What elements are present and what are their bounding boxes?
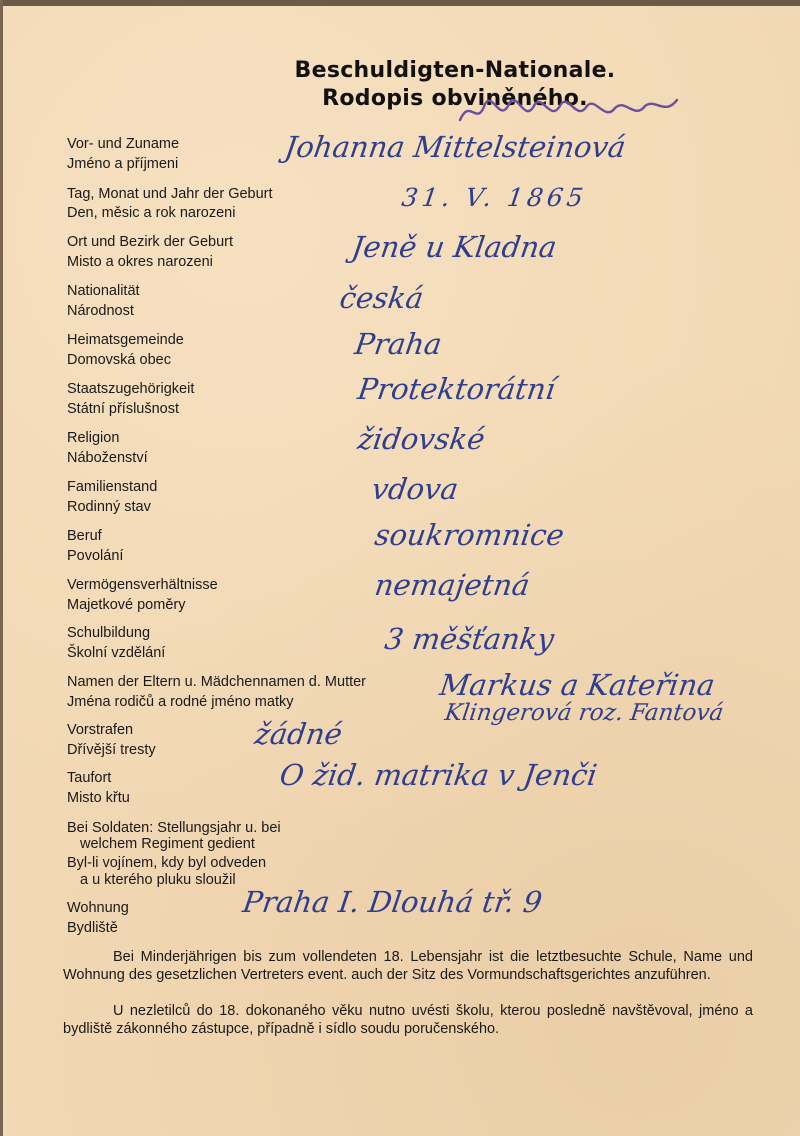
label-citizenship-de: Staatszugehörigkeit [67,381,195,397]
label-previous-convictions-de: Vorstrafen [67,722,134,738]
label-military-cz-2: a u kterého pluku sloužil [80,872,236,888]
label-military-de: Bei Soldaten: Stellungsjahr u. bei [67,820,281,836]
scan-edge [0,0,3,1136]
label-residence-cz: Bydliště [67,920,118,936]
label-occupation-de: Beruf [67,528,102,544]
value-religion: židovské [355,422,487,456]
note-czech [63,1002,753,1038]
value-mother-maiden-name: Klingerová roz. Fantová [443,700,726,726]
label-birthplace-cz: Misto a okres narozeni [67,254,213,270]
value-education: 3 měšťanky [382,622,557,656]
note-german-text: Bei Minderjährigen bis zum vollendeten 18. Lebensjahr ist die letztbesuchte Schule, Name und Wohnung des gesetzlichen Vertreters event. auch der Sitz des Vormundschaftsgerichtes anzuführen. [63,949,753,983]
label-nationality-cz: Národnost [67,303,134,319]
value-occupation: soukromnice [372,518,567,552]
value-nationality: česká [337,281,426,315]
value-previous-convictions: žádné [252,717,345,751]
label-education-cz: Školní vzdělání [67,645,166,661]
label-education-de: Schulbildung [67,625,151,641]
label-birthdate-cz: Den, měsic a rok narozeni [67,205,236,221]
label-previous-convictions-cz: Dřívější tresty [67,742,156,758]
value-residence: Praha I. Dlouhá tř. 9 [240,885,545,919]
label-name-de: Vor- und Zuname [67,136,180,152]
label-nationality-de: Nationalität [67,283,140,299]
label-parents-de: Namen der Eltern u. Mädchennamen d. Mutter [67,674,367,690]
value-home-municipality: Praha [352,327,445,361]
label-home-municipality-de: Heimatsgemeinde [67,332,184,348]
value-birthdate: 31. V. 1865 [399,183,589,212]
label-parents-cz: Jména rodičů a rodné jméno matky [67,694,294,710]
label-religion-cz: Náboženství [67,450,148,466]
scan-edge [0,0,800,6]
value-name: Johanna Mittelsteinová [282,130,628,164]
value-property: nemajetná [372,568,532,602]
label-home-municipality-cz: Domovská obec [67,352,171,368]
label-property-de: Vermögensverhältnisse [67,577,218,593]
value-citizenship: Protektorátní [355,372,558,406]
label-birthplace-de: Ort und Bezirk der Geburt [67,234,234,250]
label-family-status-cz: Rodinný stav [67,499,151,515]
value-birthplace: Jeně u Kladna [349,230,559,264]
scribble-mark [455,92,695,132]
form-title-de: Beschuldigten-Nationale. [294,58,616,83]
label-name-cz: Jméno a příjmeni [67,156,179,172]
label-military-cz: Byl-li vojínem, kdy byl odveden [67,855,267,871]
value-parents: Markus a Kateřina [437,668,717,702]
note-german [63,948,753,984]
form-title-cz: Rodopis obviněného. [322,86,588,111]
value-family-status: vdova [369,472,461,506]
label-citizenship-cz: Státní příslušnost [67,401,180,417]
label-baptism-place-cz: Misto křtu [67,790,130,806]
label-religion-de: Religion [67,430,120,446]
label-family-status-de: Familienstand [67,479,158,495]
label-residence-de: Wohnung [67,900,129,916]
note-czech-text: U nezletilců do 18. dokonaného věku nutno uvésti školu, kterou posledně navštěvoval, jméno a bydliště zákonného zástupce, případně i sídlo soudu poručenského. [63,1003,753,1037]
value-baptism-place: O žid. matrika v Jenči [277,758,600,792]
label-occupation-cz: Povolání [67,548,124,564]
label-military-de-2: welchem Regiment gedient [80,836,255,852]
label-property-cz: Majetkové poměry [67,597,186,613]
label-baptism-place-de: Taufort [67,770,112,786]
label-birthdate-de: Tag, Monat und Jahr der Geburt [67,186,273,202]
